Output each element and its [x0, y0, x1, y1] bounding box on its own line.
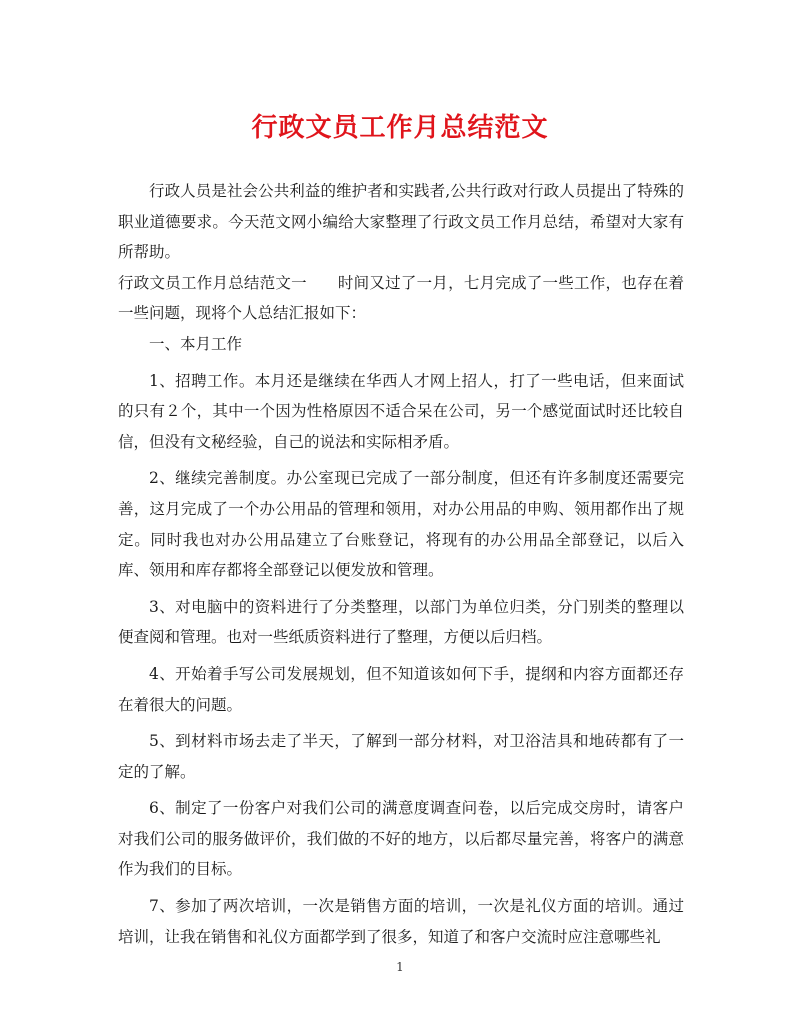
subtitle-spacer	[307, 274, 338, 292]
document-body	[118, 176, 684, 952]
page-number: 1	[396, 960, 404, 974]
section-heading: 一、本月工作	[149, 334, 243, 353]
subtitle-label: 行政文员工作月总结范文一	[118, 273, 307, 292]
intro-paragraph: 行政人员是社会公共利益的维护者和实践者,公共行政对行政人员提出了特殊的职业道德要求。今天范文网小编给大家整理了行政文员工作月总结，希望对大家有所帮助。	[118, 182, 684, 262]
subtitle-text: 时间又过了一月，七月完成了一些工作，也存在着一些问题，现将个人总结汇报如下：	[118, 273, 684, 323]
list-item: 4、开始着手写公司发展规划，但不知道该如何下手，提纲和内容方面都还存在着很大的问题。	[118, 664, 684, 714]
list-item: 3、对电脑中的资料进行了分类整理，以部门为单位归类，分门别类的整理以便查阅和管理。也对一些纸质资料进行了整理，方便以后归档。	[118, 597, 684, 647]
list-item: 5、到材料市场去走了半天，了解到一部分材料，对卫浴洁具和地砖都有了一定的了解。	[118, 732, 684, 781]
document-title: 行政文员工作月总结范文	[251, 113, 549, 143]
list-item: 2、继续完善制度。办公室现已完成了一部分制度，但还有许多制度还需要完善，这月完成了一个办公用品的管理和领用，对办公用品的申购、领用都作出了规定。同时我也对办公用品建立了台账登记，将现有的办公用品全部登记，以后入库、领用和库存都将全部登记以便发放和管理。	[118, 469, 684, 580]
list-item: 7、参加了两次培训，一次是销售方面的培训，一次是礼仪方面的培训。通过培训，让我在销售和礼仪方面都学到了很多，知道了和客户交流时应注意哪些礼	[118, 897, 684, 946]
list-item: 1、招聘工作。本月还是继续在华西人才网上招人，打了一些电话，但来面试的只有２个，其中一个因为性格原因不适合呆在公司，另一个感觉面试时还比较自信，但没有文秘经验，自己的说法和实际相矛盾。	[118, 371, 684, 451]
subtitle-paragraph	[118, 268, 684, 329]
list-item: 6、制定了一份客户对我们公司的满意度调查问卷，以后完成交房时，请客户对我们公司的服务做评价，我们做的不好的地方，以后都尽量完善，将客户的满意作为我们的目标。	[118, 799, 684, 879]
